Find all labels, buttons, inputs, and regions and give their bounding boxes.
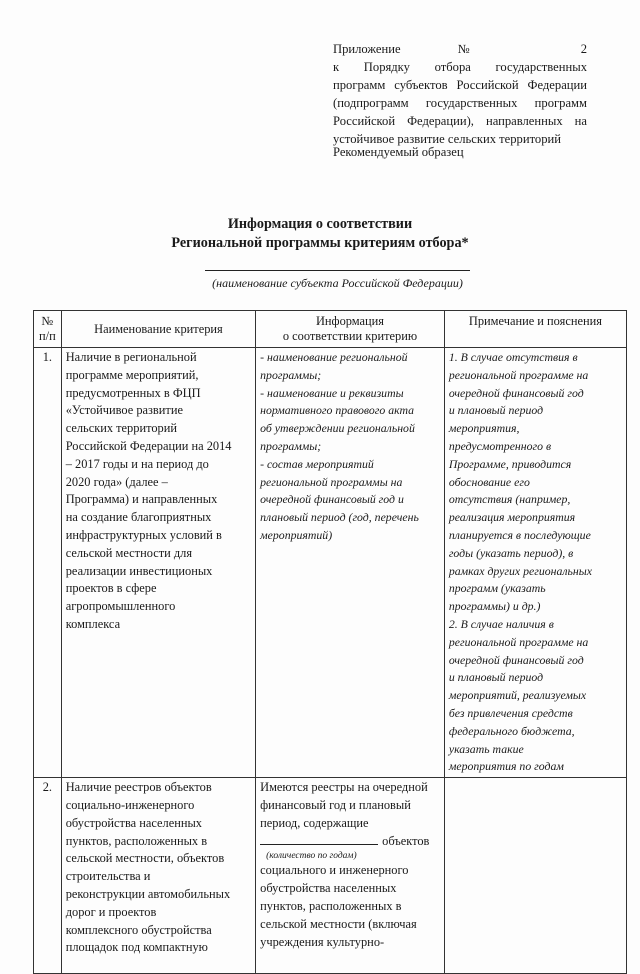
text-line: Информация	[315, 314, 384, 328]
header-info	[256, 311, 445, 348]
text-line: 2. В случае наличия в	[448, 616, 554, 631]
text-line: реализации инвестиционых	[65, 563, 213, 578]
text-line: Программа) и направленных	[65, 492, 218, 507]
header-num	[34, 311, 62, 348]
row-num: 1.	[34, 348, 62, 778]
title-line-1: Информация о соответствии	[227, 216, 413, 232]
text-line: мероприятий)	[260, 527, 333, 542]
text-line: агропромышленного	[65, 599, 176, 614]
text-line: социально-инженерного	[65, 797, 195, 812]
text-line: предусмотренного в	[448, 438, 552, 453]
text-line: мероприятия по годам	[448, 759, 564, 774]
text-line: 2020 года» (далее –	[65, 474, 168, 489]
text-line: обоснование его	[448, 474, 530, 489]
text-line: Программе, приводится	[448, 456, 572, 471]
text-line: - наименование региональной	[260, 350, 408, 364]
text-line: Российской Федерации на 2014	[65, 438, 232, 453]
text-line: региональной программе на	[448, 634, 589, 649]
criteria-table	[33, 310, 627, 974]
row-info	[256, 778, 445, 974]
text-line: на создание благоприятных	[65, 510, 212, 525]
text-line: к Порядку отбора государственных	[333, 60, 587, 74]
text-line: программ (указать	[448, 581, 546, 596]
text-line: 1. В случае отсутствия в	[448, 350, 578, 364]
text-line: нормативного правового акта	[260, 403, 415, 418]
text-line: сельских территорий	[65, 421, 177, 436]
text-line: Наличие реестров объектов	[65, 780, 212, 795]
text-line: социального и инженерного	[260, 863, 409, 878]
text-line: реализация мероприятия	[448, 510, 576, 525]
text-line: финансовый год и плановый	[260, 797, 411, 812]
text-line: рамках других региональных	[448, 563, 592, 578]
text-line: программе мероприятий,	[65, 367, 199, 382]
text-line: программ субъектов Российской Федерации	[333, 78, 587, 92]
text-line: комплексного обустройства	[65, 922, 212, 937]
text-line: площадок под компактную	[65, 940, 208, 955]
subject-name-blank	[205, 270, 470, 271]
text-line: отсутствия (например,	[448, 492, 571, 507]
subject-caption: (наименование субъекта Российской Федерации)	[212, 276, 463, 290]
table-row	[34, 348, 627, 778]
title-line-2: Региональной программы критериям отбора*	[171, 235, 469, 251]
text-line: №	[41, 314, 54, 328]
text-line: программы;	[260, 438, 322, 453]
text-line: без привлечения средств	[448, 705, 573, 720]
text-line: строительства и	[65, 869, 151, 884]
text-line: «Устойчивое развитие	[65, 403, 183, 418]
text-line: устойчивое развитие сельских территорий	[333, 132, 562, 146]
text-line: Приложение № 2	[333, 42, 587, 56]
text-line: пунктов, расположенных в	[65, 833, 208, 848]
text-line: проектов в сфере	[65, 581, 157, 596]
text-line: программы) и др.)	[448, 599, 541, 614]
text-line: Российской Федерации), направленных на	[333, 114, 587, 128]
row-criterion	[61, 348, 255, 778]
row-notes	[444, 348, 626, 778]
recommended-sample-label: Рекомендуемый образец	[333, 145, 464, 159]
count-caption: (количество по годам)	[266, 851, 357, 862]
text-line: региональной программы на	[260, 474, 403, 489]
text-line: о соответствии критерию	[282, 329, 418, 343]
text-line: сельской местности (включая	[260, 916, 417, 931]
text-line: – 2017 годы и на период до	[65, 456, 209, 471]
text-line: федерального бюджета,	[448, 723, 575, 738]
count-blank-line	[260, 833, 440, 851]
text-line: мероприятий, реализуемых	[448, 688, 587, 703]
row-num: 2.	[34, 778, 62, 974]
text-line: региональной программе на	[448, 367, 589, 382]
row-notes	[444, 778, 626, 974]
document-title	[0, 215, 640, 253]
text-line: пунктов, расположенных в	[260, 898, 402, 913]
text-line: дорог и проектов	[65, 904, 157, 919]
row-criterion	[61, 778, 255, 974]
text-line: сельской местности, объектов	[65, 851, 225, 866]
info-top	[260, 779, 440, 832]
text-line: мероприятия,	[448, 421, 520, 436]
text-line: Имеются реестры на очередной	[260, 780, 428, 795]
text-line: Наличие в региональной	[65, 350, 197, 364]
objects-suffix: объектов	[382, 833, 430, 848]
text-line: п/п	[39, 329, 56, 343]
text-line: учреждения культурно-	[260, 934, 385, 949]
text-line: предусмотренных в ФЦП	[65, 385, 201, 400]
text-line: период, содержащие	[260, 815, 369, 830]
text-line: планируется в последующие	[448, 527, 591, 542]
text-line: и плановый период	[448, 670, 544, 685]
row-info	[256, 348, 445, 778]
text-line: указать такие	[448, 741, 524, 756]
text-line: реконструкции автомобильных	[65, 886, 231, 901]
text-line: об утверждении региональной	[260, 421, 415, 436]
text-line: программы;	[260, 367, 322, 382]
text-line: комплекса	[65, 616, 121, 631]
header-notes: Примечание и пояснения	[444, 311, 626, 348]
text-line: очередной финансовый год и	[260, 492, 404, 507]
text-line: обустройства населенных	[65, 815, 202, 830]
text-line: - наименование и реквизиты	[260, 385, 404, 400]
table-row	[34, 778, 627, 974]
annex-block	[333, 40, 587, 148]
text-line: плановый период (год, перечень	[260, 510, 419, 525]
text-line: годы (указать период), в	[448, 545, 574, 560]
info-bottom	[260, 862, 440, 951]
text-line: инфраструктурных условий в	[65, 527, 222, 542]
text-line: (подпрограмм государственных программ	[333, 96, 587, 110]
text-line: обустройства населенных	[260, 881, 397, 896]
table-header-row	[34, 311, 627, 348]
text-line: очередной финансовый год	[448, 652, 584, 667]
text-line: очередной финансовый год	[448, 385, 584, 400]
text-line: и плановый период	[448, 403, 544, 418]
text-line: сельской местности для	[65, 545, 193, 560]
text-line: - состав мероприятий	[260, 456, 374, 471]
header-criterion: Наименование критерия	[61, 311, 255, 348]
